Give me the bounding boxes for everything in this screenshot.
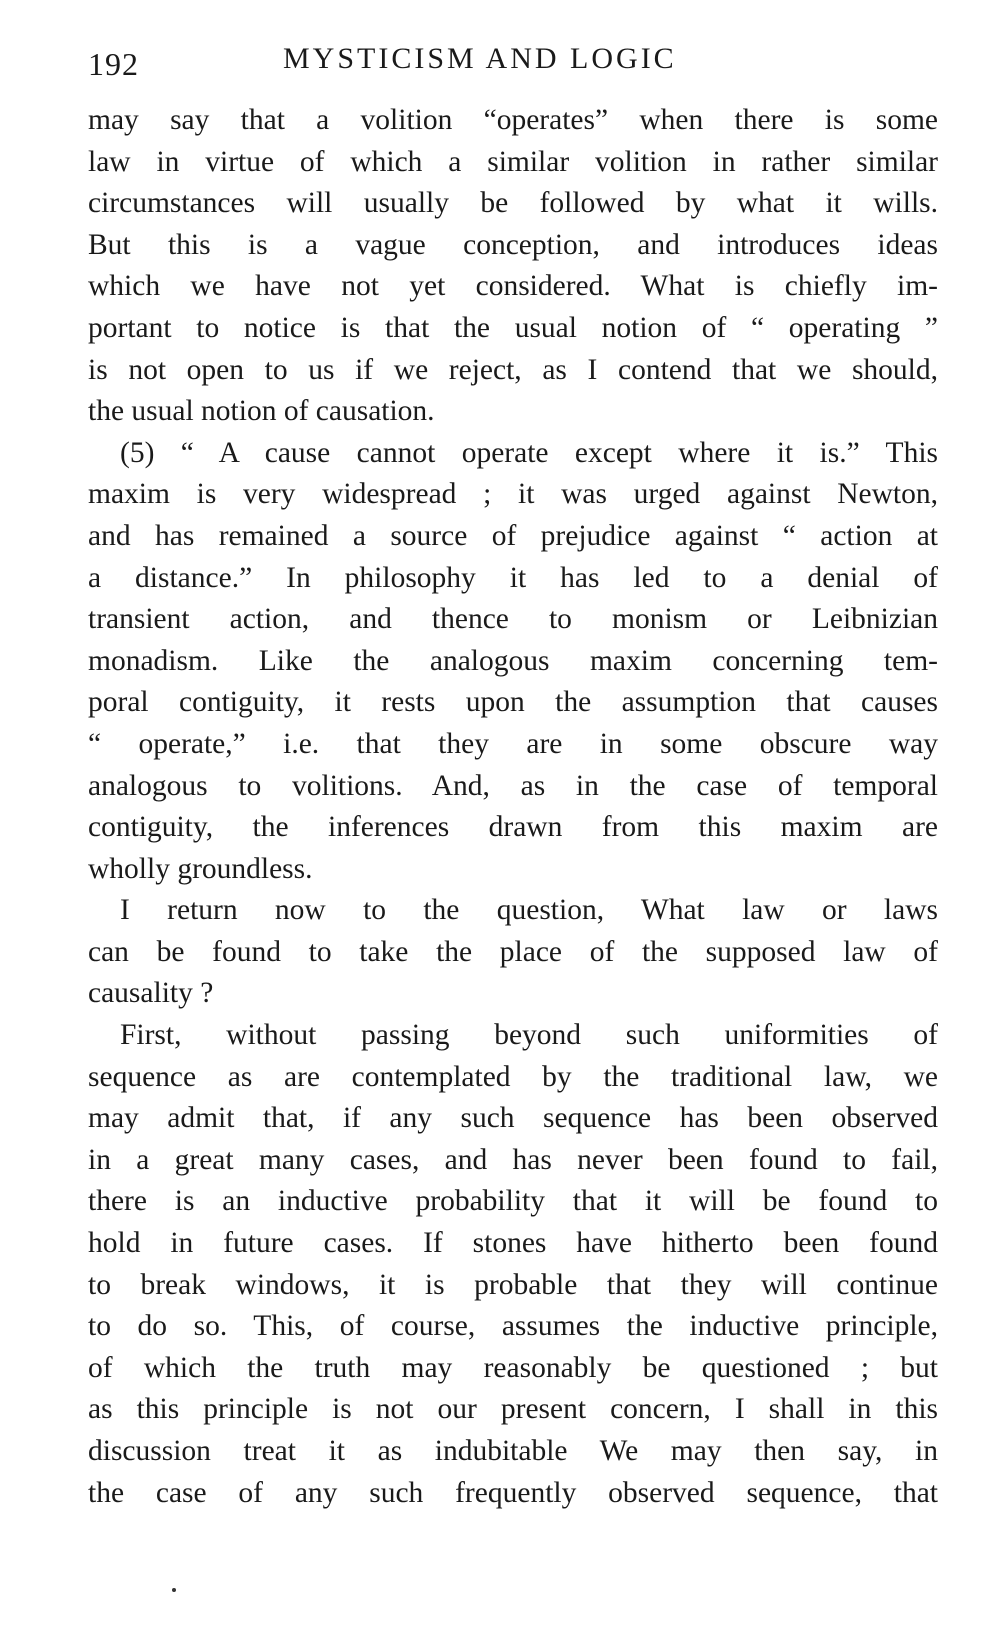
- text-line: there is an inductive probability that it will be found to: [88, 1185, 938, 1218]
- text-line: wholly groundless.: [88, 852, 313, 885]
- text-line: I return now to the question, What law or laws: [120, 894, 938, 927]
- text-line: to do so. This, of course, assumes the inductive principle,: [88, 1310, 938, 1343]
- text-line: can be found to take the place of the supposed law of: [88, 935, 938, 968]
- text-line: (5) “ A cause cannot operate except where it is.” This: [120, 436, 938, 469]
- text-line: is not open to us if we reject, as I contend that we should,: [88, 353, 938, 386]
- text-line: may admit that, if any such sequence has been observed: [88, 1102, 938, 1135]
- text-line: “ operate,” i.e. that they are in some obscure way: [88, 727, 938, 760]
- text-line: circumstances will usually be followed by what it wills.: [88, 187, 938, 220]
- text-line: the case of any such frequently observed sequence, that: [88, 1476, 938, 1509]
- text-line: But this is a vague conception, and introduces ideas: [88, 228, 938, 261]
- text-line: which we have not yet considered. What is chiefly im-: [88, 270, 938, 303]
- text-line: of which the truth may reasonably be questioned ; but: [88, 1351, 938, 1384]
- text-line: law in virtue of which a similar volition in rather similar: [88, 145, 938, 178]
- text-line: poral contiguity, it rests upon the assumption that causes: [88, 686, 938, 719]
- text-line: portant to notice is that the usual notion of “ operating ”: [88, 311, 938, 344]
- running-title: MYSTICISM AND LOGIC: [283, 42, 677, 75]
- text-line: discussion treat it as indubitable We may then say, in: [88, 1435, 938, 1467]
- text-line: maxim is very widespread ; it was urged against Newton,: [88, 478, 938, 511]
- body-text: [88, 100, 938, 1514]
- text-line: causality ?: [88, 977, 214, 1010]
- text-line: monadism. Like the analogous maxim concerning tem-: [88, 644, 938, 677]
- text-line: analogous to volitions. And, as in the case of temporal: [88, 769, 938, 802]
- text-line: transient action, and thence to monism or Leibnizian: [88, 603, 938, 636]
- text-line: may say that a volition “operates” when there is some: [88, 104, 938, 136]
- text-line: First, without passing beyond such uniformities of: [120, 1019, 938, 1052]
- text-line: and has remained a source of prejudice against “ action at: [88, 519, 938, 552]
- text-line: a distance.” In philosophy it has led to a denial of: [88, 561, 938, 594]
- text-line: hold in future cases. If stones have hitherto been found: [88, 1227, 938, 1260]
- page-header: [88, 36, 938, 86]
- text-line: in a great many cases, and has never been found to fail,: [88, 1143, 938, 1176]
- scan-speck: [172, 1588, 176, 1592]
- text-line: the usual notion of causation.: [88, 395, 435, 428]
- page-number: 192: [88, 46, 139, 82]
- text-line: contiguity, the inferences drawn from this maxim are: [88, 811, 938, 844]
- text-line: to break windows, it is probable that they will continue: [88, 1268, 938, 1301]
- text-line: as this principle is not our present concern, I shall in this: [88, 1393, 938, 1426]
- text-line: sequence as are contemplated by the traditional law, we: [88, 1060, 938, 1093]
